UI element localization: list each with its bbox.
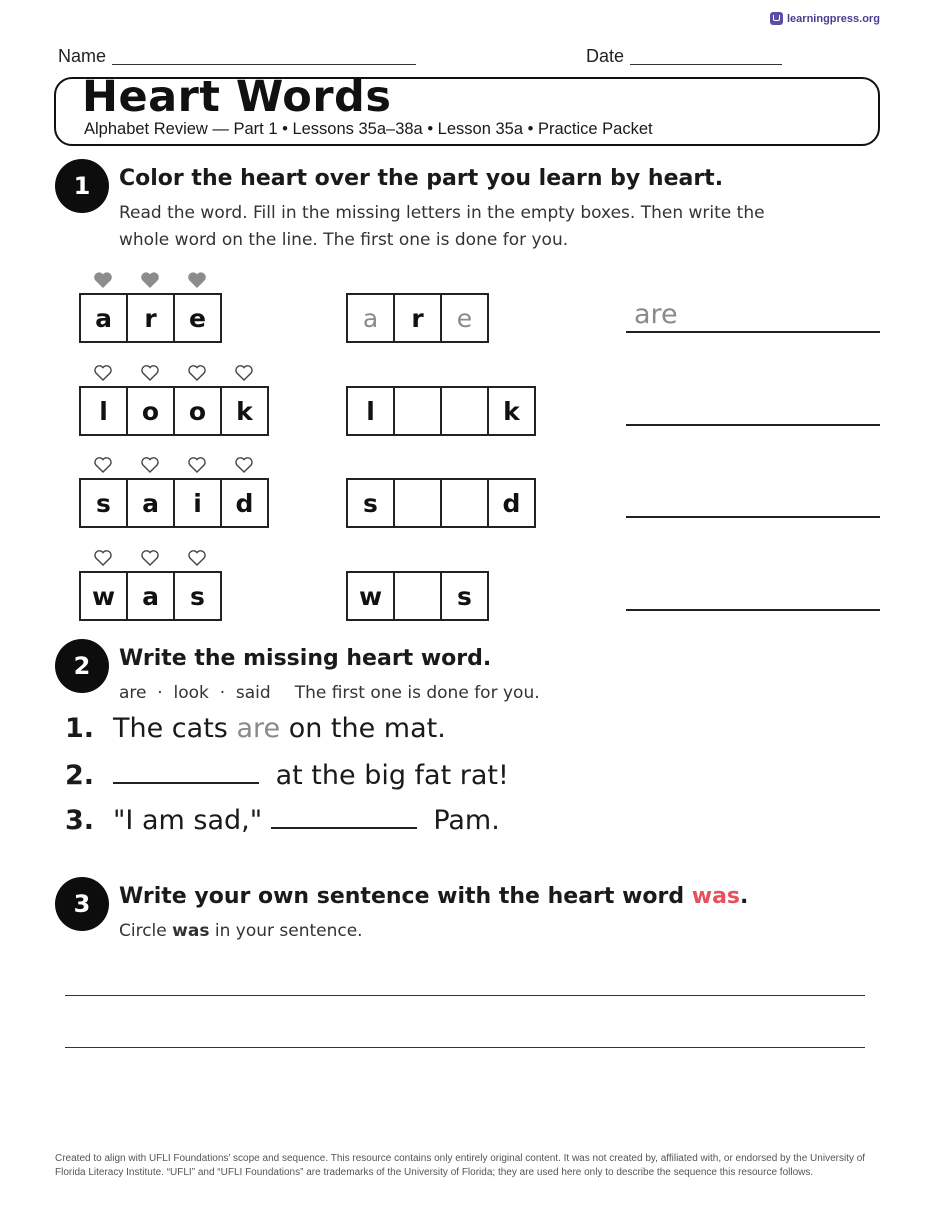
word-boxes (79, 386, 269, 436)
answer-line[interactable] (626, 484, 880, 518)
sentence-blank[interactable] (113, 758, 259, 784)
sentence-text-after: on the mat. (280, 713, 446, 744)
letter-box: l (79, 386, 128, 436)
practice-letter-box: a (346, 293, 395, 343)
name-field[interactable] (58, 46, 416, 67)
date-blank[interactable] (630, 46, 782, 65)
learningpress-logo-icon (770, 12, 783, 25)
letter-box: i (173, 478, 222, 528)
name-blank[interactable] (112, 46, 416, 65)
heart-outline-icon[interactable] (79, 456, 126, 474)
letter-box: s (173, 571, 222, 621)
practice-letter-box: e (440, 293, 489, 343)
empty-letter-box[interactable] (440, 386, 489, 436)
empty-letter-box[interactable] (393, 386, 442, 436)
sentence-text-after: Pam. (424, 805, 500, 836)
date-label: Date (586, 46, 625, 66)
heart-filled-icon (173, 271, 220, 289)
section-3-instr-text: Circle (119, 921, 173, 941)
sentence-blank[interactable] (271, 803, 417, 829)
letter-box: a (126, 478, 175, 528)
practice-boxes (346, 571, 489, 621)
letter-box: d (220, 478, 269, 528)
heart-filled-icon (126, 271, 173, 289)
empty-letter-box[interactable] (393, 571, 442, 621)
brand-link[interactable] (770, 12, 880, 25)
heart-row (79, 364, 267, 382)
practice-letter-box: s (440, 571, 489, 621)
writing-line-2[interactable] (65, 1047, 865, 1048)
date-field[interactable] (586, 46, 782, 67)
word-boxes (79, 478, 269, 528)
heart-outline-icon[interactable] (220, 456, 267, 474)
word-boxes (79, 571, 222, 621)
section-3-heading-text: Write your own sentence with the heart word (119, 884, 692, 909)
sentence-number: 1. (65, 713, 95, 744)
sentence-number: 3. (65, 805, 95, 836)
empty-letter-box[interactable] (440, 478, 489, 528)
heart-outline-icon[interactable] (173, 549, 220, 567)
section-3-heading (119, 884, 748, 909)
section-3-number: 3 (55, 877, 109, 931)
heart-outline-icon[interactable] (126, 364, 173, 382)
heart-row (79, 271, 220, 289)
sentence-answer: are (236, 713, 281, 744)
writing-line-1[interactable] (65, 995, 865, 996)
word-boxes (79, 293, 222, 343)
letter-box: k (220, 386, 269, 436)
section-2-note: The first one is done for you. (294, 683, 540, 703)
heart-word-was: was (691, 884, 741, 909)
practice-letter-box: w (346, 571, 395, 621)
practice-letter-box: r (393, 293, 442, 343)
section-2-number: 2 (55, 639, 109, 693)
brand-text: learningpress.org (787, 12, 880, 25)
letter-box: a (79, 293, 128, 343)
page-subtitle: Alphabet Review — Part 1 • Lessons 35a–38a • Lesson 35a • Practice Packet (84, 120, 653, 138)
heart-filled-icon (79, 271, 126, 289)
section-1-instructions-line1: Read the word. Fill in the missing letters in the empty boxes. Then write the (119, 203, 765, 223)
section-2-instructions (119, 680, 540, 707)
sentence-number: 2. (65, 760, 95, 791)
section-1-number: 1 (55, 159, 109, 213)
name-label: Name (58, 46, 107, 66)
answer-line[interactable] (626, 392, 880, 426)
section-1-instructions (119, 200, 765, 254)
heart-outline-icon[interactable] (126, 549, 173, 567)
empty-letter-box[interactable] (393, 478, 442, 528)
heart-outline-icon[interactable] (220, 364, 267, 382)
answer-line[interactable]: are (626, 299, 880, 333)
letter-box: w (79, 571, 128, 621)
heart-outline-icon[interactable] (173, 456, 220, 474)
practice-boxes (346, 386, 536, 436)
practice-letter-box: l (346, 386, 395, 436)
heart-row (79, 456, 267, 474)
heart-outline-icon[interactable] (126, 456, 173, 474)
answer-line[interactable] (626, 577, 880, 611)
heart-row (79, 549, 220, 567)
practice-letter-box: d (487, 478, 536, 528)
letter-box: r (126, 293, 175, 343)
letter-box: o (126, 386, 175, 436)
heart-outline-icon[interactable] (79, 549, 126, 567)
footer-disclaimer: Created to align with UFLI Foundations’ scope and sequence. This resource contains only entirely original content. It was not created by, affiliated with, or endorsed by the University of Florida Literacy Institute. “UFLI” and “UFLI Foundations” are trademarks of the University of Florida; they are used here only to describe the sequence this resource follows. (55, 1153, 866, 1178)
practice-letter-box: s (346, 478, 395, 528)
sentence-row (65, 713, 446, 744)
sentence-text-before: "I am sad," (113, 805, 271, 836)
letter-box: o (173, 386, 222, 436)
section-3-heading-period: . (740, 884, 749, 909)
letter-box: a (126, 571, 175, 621)
page-title: Heart Words (82, 72, 392, 122)
section-3-instructions (119, 918, 363, 945)
section-3-instr-word: was (172, 921, 210, 941)
section-2-heading: Write the missing heart word. (119, 646, 492, 671)
heart-outline-icon[interactable] (79, 364, 126, 382)
sentence-row (65, 803, 500, 836)
section-1-heading: Color the heart over the part you learn by heart. (119, 166, 724, 191)
section-3-instr-rest: in your sentence. (209, 921, 363, 941)
heart-outline-icon[interactable] (173, 364, 220, 382)
practice-boxes (346, 293, 489, 343)
sentence-text-after: at the big fat rat! (267, 760, 509, 791)
word-bank: are · look · said (119, 683, 271, 703)
sentence-row (65, 758, 509, 791)
section-1-instructions-line2: whole word on the line. The first one is done for you. (119, 230, 569, 250)
letter-box: s (79, 478, 128, 528)
practice-boxes (346, 478, 536, 528)
practice-letter-box: k (487, 386, 536, 436)
letter-box: e (173, 293, 222, 343)
sentence-text-before: The cats (113, 713, 237, 744)
